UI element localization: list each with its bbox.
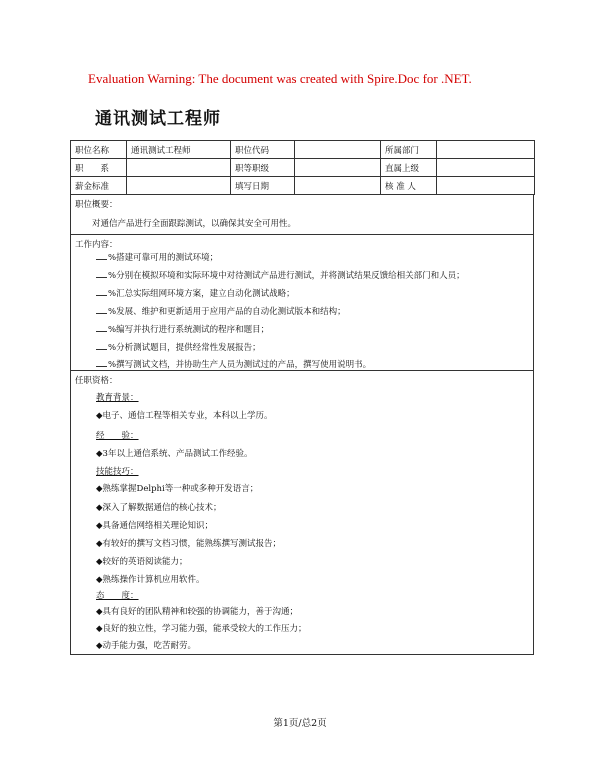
list-item: ◆具备通信网络相关理论知识；: [96, 521, 214, 531]
evaluation-warning: Evaluation Warning: The document was created with Spire.Doc for .NET.: [88, 71, 472, 86]
experience-heading: 经 验：: [96, 431, 139, 441]
duties-label: 工作内容：: [75, 240, 118, 250]
list-item: ◆熟练操作计算机应用软件。: [96, 575, 205, 585]
label-supervisor: 直属上级: [381, 159, 437, 177]
qualifications-section: [70, 371, 534, 655]
value-supervisor: [437, 159, 535, 177]
list-item: ◆动手能力强，吃苦耐劳。: [96, 641, 197, 651]
job-info-table: [70, 140, 535, 195]
list-item: ◆具有良好的团队精神和较强的协调能力，善于沟通；: [96, 607, 299, 617]
duties-section: [70, 235, 534, 371]
value-department: [437, 141, 535, 159]
list-item: ◆有较好的撰写文档习惯，能熟练撰写测试报告；: [96, 539, 282, 549]
list-item: ◆深入了解数据通信的核心技术；: [96, 503, 222, 513]
list-item: %汇总实际组网环境方案，建立自动化测试战略；: [96, 287, 295, 299]
label-job-family: 职 系: [71, 159, 127, 177]
attitude-heading: 态 度：: [96, 591, 139, 601]
list-item: ◆3年以上通信系统、产品测试工作经验。: [96, 449, 253, 459]
value-position-code: [295, 141, 381, 159]
value-grade-level: [295, 159, 381, 177]
label-grade-level: 职等职级: [231, 159, 295, 177]
list-item: %编写并执行进行系统测试的程序和题目；: [96, 323, 269, 335]
overview-text: 对通信产品进行全面跟踪测试，以确保其安全可用性。: [92, 219, 297, 229]
list-item: ◆良好的独立性，学习能力强，能承受较大的工作压力；: [96, 624, 307, 634]
label-position-name: 职位名称: [71, 141, 127, 159]
table-row: [71, 177, 535, 195]
document-title: 通讯测试工程师: [95, 109, 221, 129]
value-fill-date: [295, 177, 381, 195]
list-item: %撰写测试文档，并协助生产人员为测试过的产品，撰写使用说明书。: [96, 358, 371, 370]
table-row: [71, 159, 535, 177]
label-fill-date: 填写日期: [231, 177, 295, 195]
value-approver: [437, 177, 535, 195]
list-item: %发展、维护和更新适用于应用产品的自动化测试版本和结构；: [96, 305, 346, 317]
label-department: 所属部门: [381, 141, 437, 159]
list-item: ◆较好的英语阅读能力；: [96, 557, 188, 567]
overview-label: 职位概要：: [75, 200, 118, 210]
label-salary: 薪金标准: [71, 177, 127, 195]
value-salary: [127, 177, 231, 195]
overview-section: [70, 195, 534, 235]
value-job-family: [127, 159, 231, 177]
list-item: %分析测试题目，提供经常性发展报告；: [96, 341, 261, 353]
page-footer: 第1页/总2页: [273, 718, 327, 729]
table-row: [71, 141, 535, 159]
value-position-name: 通讯测试工程师: [127, 141, 231, 159]
list-item: ◆熟练掌握Delphi等一种或多种开发语言；: [96, 484, 259, 494]
label-position-code: 职位代码: [231, 141, 295, 159]
qualifications-label: 任职资格：: [75, 376, 118, 386]
education-heading: 教育背景：: [96, 393, 139, 403]
list-item: %分别在模拟环境和实际环境中对待测试产品进行测试，并将测试结果反馈给相关部门和人员；: [96, 269, 465, 281]
list-item: %搭建可靠可用的测试环境；: [96, 251, 218, 263]
label-approver: 核 准 人: [381, 177, 437, 195]
skills-heading: 技能技巧：: [96, 467, 139, 477]
list-item: ◆电子、通信工程等相关专业，本科以上学历。: [96, 411, 273, 421]
